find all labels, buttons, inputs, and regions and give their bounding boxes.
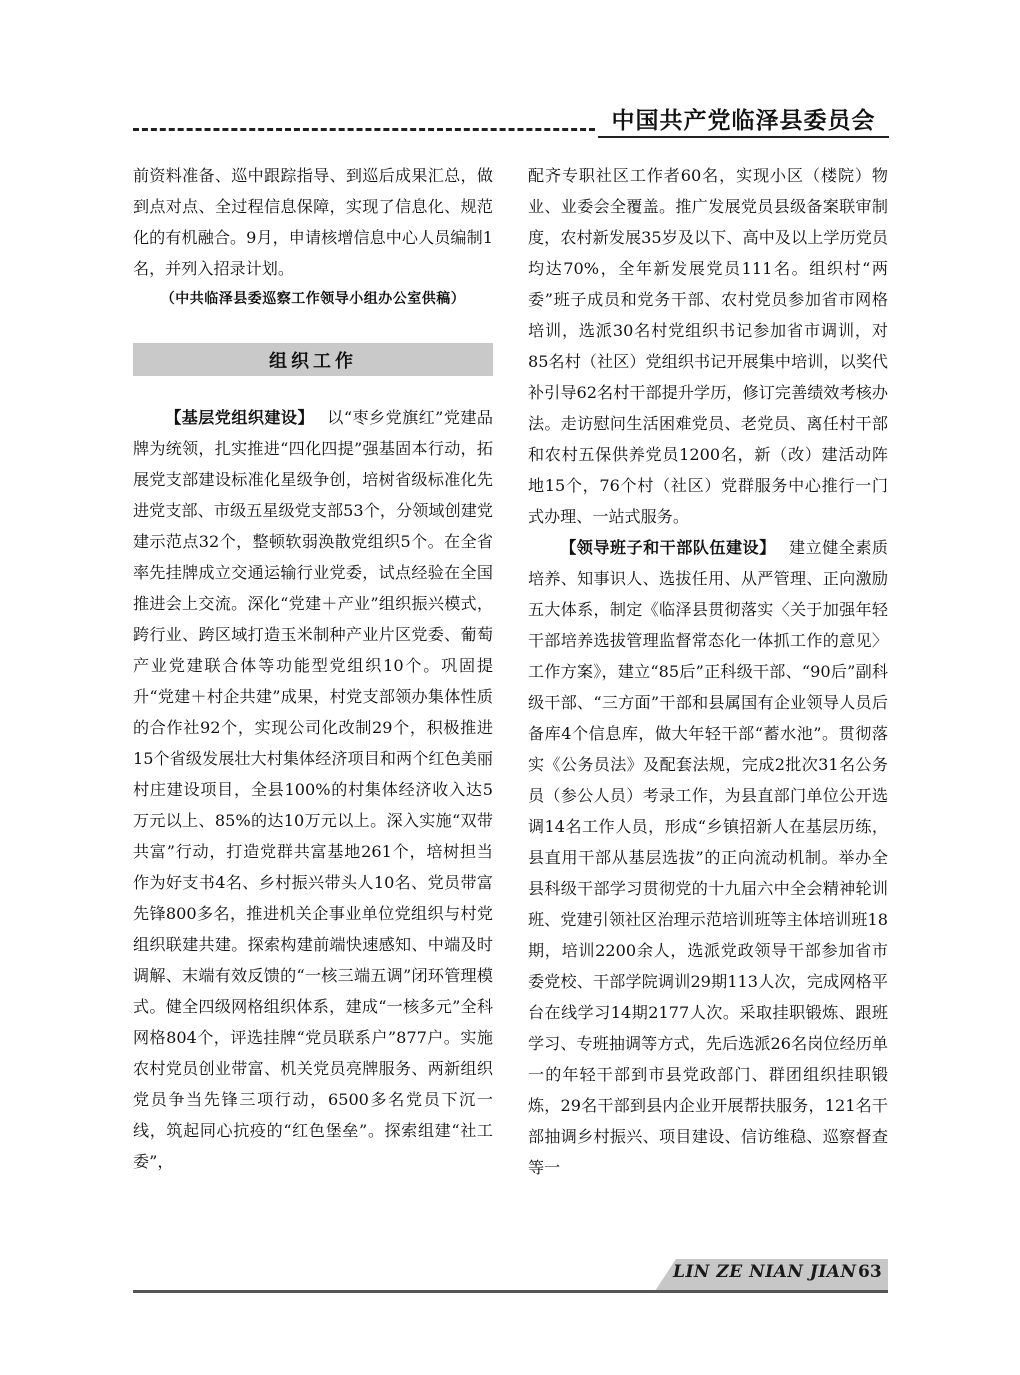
paragraph-body: 以“枣乡党旗红”党建品牌为统领，扎实推进“四化四提”强基固本行动，拓展党支部建设标准化星级争创，培树省级标准化先进党支部、市级五星级党支部53个，分领域创建党建示范点32个，整顿软弱涣散党组织5个。在全省率先挂牌成立交通运输行业党委，试点经验在全国推进会上交流。深化“党建＋产业”组织振兴模式，跨行业、跨区域打造玉米制种产业片区党委、葡萄产业党建联合体等功能型党组织10个。巩固提升“党建＋村企共建”成果，村党支部领办集体性质的合作社92个，实现公司化改制29个，积极推进15个省级发展壮大村集体经济项目和两个红色美丽村庄建设项目，全县100%的村集体经济收入达5万元以上、85%的达10万元以上。深入实施“双带共富”行动，打造党群共富基地261个，培树担当作为好支书4名、乡村振兴带头人10名、党员带富先锋800多名，推进机关企事业单位党组织与村党组织联建共建。探索构建前端快速感知、中端及时调解、末端有效反馈的“一核三端五调”闭环管理模式。健全四级网格组织体系，建成“一核多元”全科网格804个，评选挂牌“党员联系户”877户。实施农村党员创业带富、机关党员亮牌服务、两新组织党员争当先锋三项行动，6500多名党员下沉一线，筑起同心抗疫的“红色堡垒”。探索组建“社工委”， — [133, 408, 493, 1171]
header-dashed-rule — [133, 128, 595, 131]
paragraph-body: 建立健全素质培养、知事识人、选拔任用、从严管理、正向激励五大体系，制定《临泽县贯彻落实〈关于加强年轻干部培养选拔管理监督常态化一体抓工作的意见〉工作方案》，建立“85后”正科级干部、“90后”副科级干部、“三方面”干部和县属国有企业领导人员后备库4个信息库，做大年轻干部“蓄水池”。贯彻落实《公务员法》及配套法规，完成2批次31名公务员（参公人员）考录工作，为县直部门单位公开选调14名工作人员，形成“乡镇招新人在基层历练，县直用干部从基层选拔”的正向流动机制。举办全县科级干部学习贯彻党的十九届六中全会精神轮训班、党建引领社区治理示范培训班等主体培训班18期，培训2200余人，选派党政领导干部参加省市委党校、干部学院调训29期113人次，完成网格平台在线学习14期2177人次。采取挂职锻炼、跟班学习、专班抽调等方式，先后选派26名岗位经历单一的年轻干部到市县党政部门、群团组织挂职锻炼，29名干部到县内企业开展帮扶服务，121名干部抽调乡村振兴、项目建设、信访维稳、巡察督查等一 — [528, 538, 889, 1177]
paragraph-heading: 【基层党组织建设】 — [165, 408, 314, 427]
left-column — [133, 160, 493, 1177]
right-column — [528, 160, 888, 1183]
source-credit: （中共临泽县委巡察工作领导小组办公室供稿） — [160, 291, 466, 307]
paragraph-heading: 【领导班子和干部队伍建设】 — [560, 538, 776, 557]
footer-running-title: LIN ZE NIAN JIAN — [673, 1262, 857, 1282]
left-continued-paragraph: 前资料准备、巡中跟踪指导、到巡后成果汇总，做到点对点、全过程信息保障，实现了信息化、规范化的有机融合。9月，申请核增信息中心人员编制1名，并列入招录计划。 — [133, 166, 493, 278]
page-number: 63 — [858, 1262, 882, 1282]
section-heading: 组织工作 — [133, 343, 493, 376]
running-header-title: 中国共产党临泽县委员会 — [598, 100, 889, 138]
paragraph-grassroots-party — [133, 402, 493, 1177]
footer-rule — [133, 1290, 888, 1293]
right-continued-paragraph: 配齐专职社区工作者60名，实现小区（楼院）物业、业委会全覆盖。推广发展党员县级备案联审制度，农村新发展35岁及以下、高中及以上学历党员均达70%，全年新发展党员111名。组织村“两委”班子成员和党务干部、农村党员参加省市网格培训，选派30名村党组织书记参加省市调训，对85名村（社区）党组织书记开展集中培训，以奖代补引导62名村干部提升学历，修订完善绩效考核办法。走访慰问生活困难党员、老党员、离任村干部和农村五保供养党员1200名，新（改）建活动阵地15个，76个村（社区）党群服务中心推行一门式办理、一站式服务。 — [528, 166, 888, 526]
paragraph-leadership-cadre — [528, 532, 888, 1183]
